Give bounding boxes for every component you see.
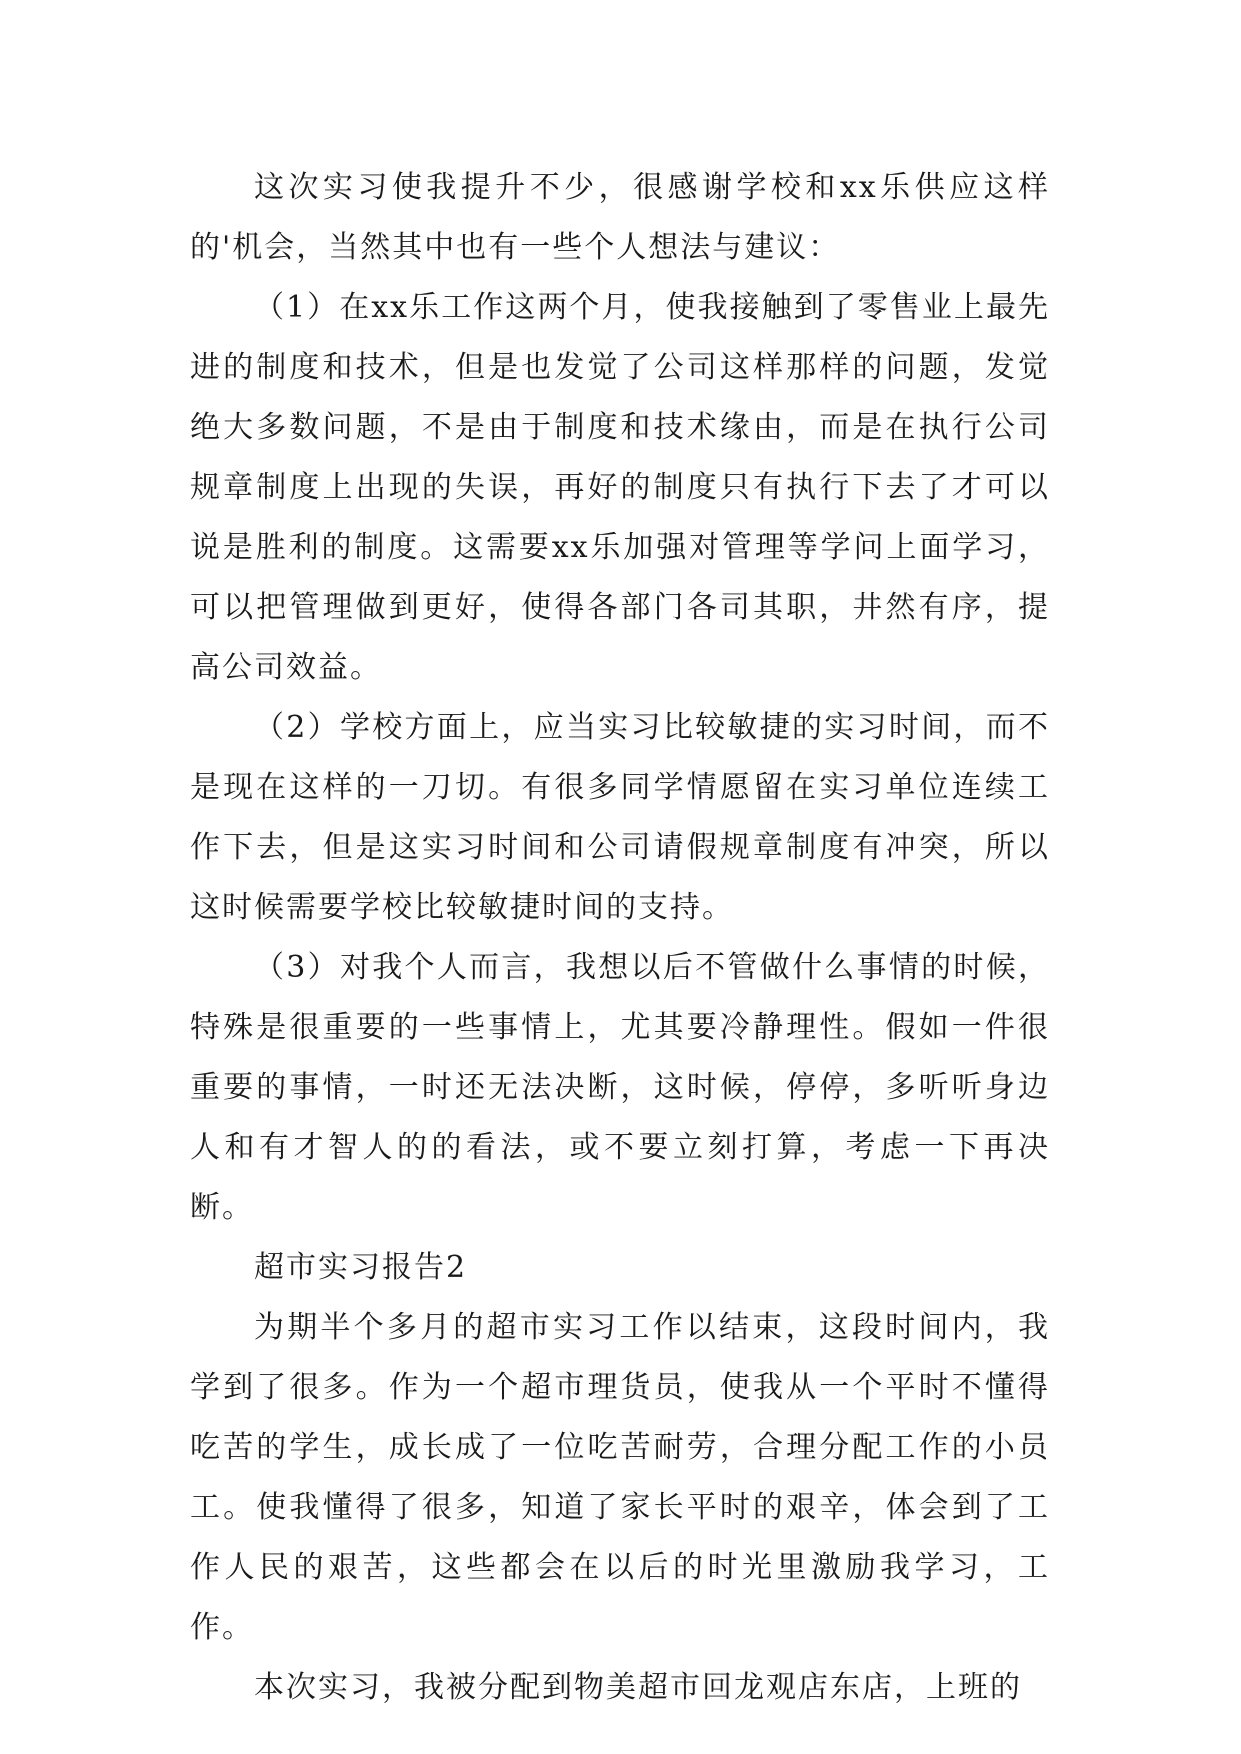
document-body bbox=[190, 158, 1050, 1718]
paragraph-report2-assignment: 本次实习，我被分配到物美超市回龙观店东店，上班的 bbox=[254, 1670, 1022, 1705]
paragraph-suggestion-3: （3）对我个人而言，我想以后不管做什么事情的时候，特殊是很重要的一些事情上，尤其要冷静理性。假如一件很重要的事情，一时还无法决断，这时候，停停，多听听身边人和有才智人的的看法，或不要立刻打算，考虑一下再决断。 bbox=[190, 950, 1050, 1225]
paragraph-suggestion-2: （2）学校方面上，应当实习比较敏捷的实习时间，而不是现在这样的一刀切。有很多同学情愿留在实习单位连续工作下去，但是这实习时间和公司请假规章制度有冲突，所以这时候需要学校比较敏捷时间的支持。 bbox=[190, 710, 1050, 925]
section-heading: 超市实习报告2 bbox=[254, 1250, 468, 1285]
paragraph-report2-intro: 为期半个多月的超市实习工作以结束，这段时间内，我学到了很多。作为一个超市理货员，使我从一个平时不懂得吃苦的学生，成长成了一位吃苦耐劳，合理分配工作的小员工。使我懂得了很多，知道了家长平时的艰辛，体会到了工作人民的艰苦，这些都会在以后的时光里激励我学习，工作。 bbox=[190, 1310, 1050, 1645]
paragraph-suggestion-1: （1）在xx乐工作这两个月，使我接触到了零售业上最先进的制度和技术，但是也发觉了公司这样那样的问题，发觉绝大多数问题，不是由于制度和技术缘由，而是在执行公司规章制度上出现的失误，再好的制度只有执行下去了才可以说是胜利的制度。这需要xx乐加强对管理等学问上面学习，可以把管理做到更好，使得各部门各司其职，井然有序，提高公司效益。 bbox=[190, 290, 1050, 685]
paragraph-intro: 这次实习使我提升不少，很感谢学校和xx乐供应这样的'机会，当然其中也有一些个人想法与建议： bbox=[190, 170, 1050, 265]
